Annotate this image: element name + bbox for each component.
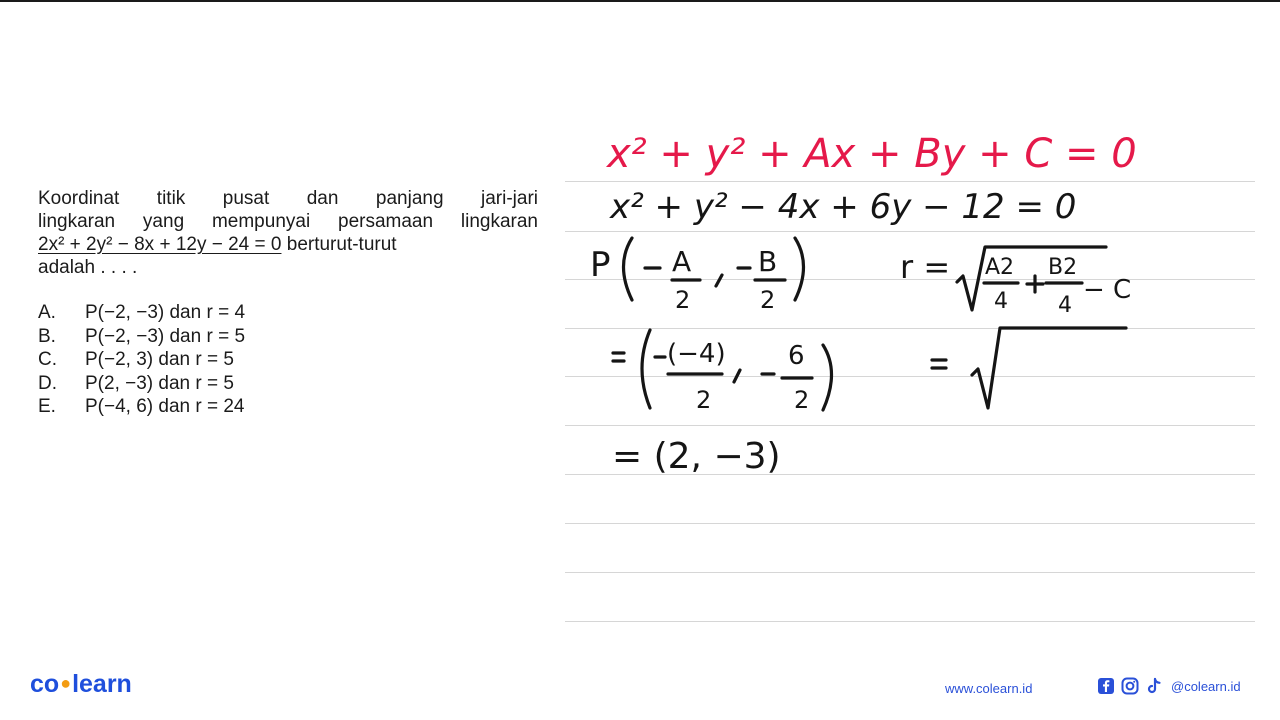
svg-text:P: P: [590, 245, 611, 285]
svg-text:A: A: [672, 245, 692, 278]
colearn-logo: co●learn: [30, 670, 132, 698]
radius-formula: [900, 247, 1131, 318]
question-line-4: adalah . . . .: [38, 257, 138, 278]
radius-substitution: [932, 328, 1126, 408]
option-c: C. P(−2, 3) dan r = 5: [38, 349, 234, 370]
svg-text:(−4): (−4): [667, 339, 726, 369]
circle-equation: 2x² + 2y² − 8x + 12y − 24 = 0: [38, 234, 282, 255]
tiktok-icon[interactable]: [1145, 677, 1163, 695]
social-handle[interactable]: @colearn.id: [1171, 678, 1241, 694]
question-line-2: lingkaran yang mempunyai persamaan lingkaran: [38, 211, 538, 232]
option-b: B. P(−2, −3) dan r = 5: [38, 325, 246, 347]
option-e: E. P(−4, 6) dan r = 24: [38, 396, 245, 417]
svg-text:2: 2: [675, 286, 691, 314]
website-link[interactable]: www.colearn.id: [945, 681, 1033, 696]
option-a: A. P(−2, −3) dan r = 4: [38, 302, 246, 323]
svg-text:2: 2: [794, 386, 810, 414]
social-links: [1097, 677, 1241, 695]
svg-text:4: 4: [1058, 293, 1072, 318]
option-d: D. P(2, −3) dan r = 5: [38, 372, 234, 394]
svg-text:r =: r =: [900, 248, 951, 286]
svg-text:4: 4: [994, 289, 1008, 314]
center-formula: [590, 238, 804, 314]
svg-text:− C: − C: [1083, 275, 1132, 305]
svg-text:B: B: [758, 245, 778, 278]
svg-text:2: 2: [696, 386, 712, 414]
svg-text:2: 2: [760, 286, 776, 314]
question-line-3-rest: berturut-turut: [281, 234, 397, 255]
svg-text:A2: A2: [985, 255, 1015, 280]
simplified-equation: x² + y² − 4x + 6y − 12 = 0: [610, 187, 1077, 227]
center-result: = (2, −3): [612, 436, 781, 477]
facebook-icon[interactable]: [1097, 677, 1115, 695]
svg-text:B2: B2: [1048, 255, 1078, 280]
question-line-1: Koordinat titik pusat dan panjang jari-jari: [38, 188, 538, 209]
svg-text:6: 6: [788, 341, 805, 371]
center-substitution: [613, 330, 832, 414]
instagram-icon[interactable]: [1121, 677, 1139, 695]
general-form: x² + y² + Ax + By + C = 0: [607, 131, 1137, 177]
